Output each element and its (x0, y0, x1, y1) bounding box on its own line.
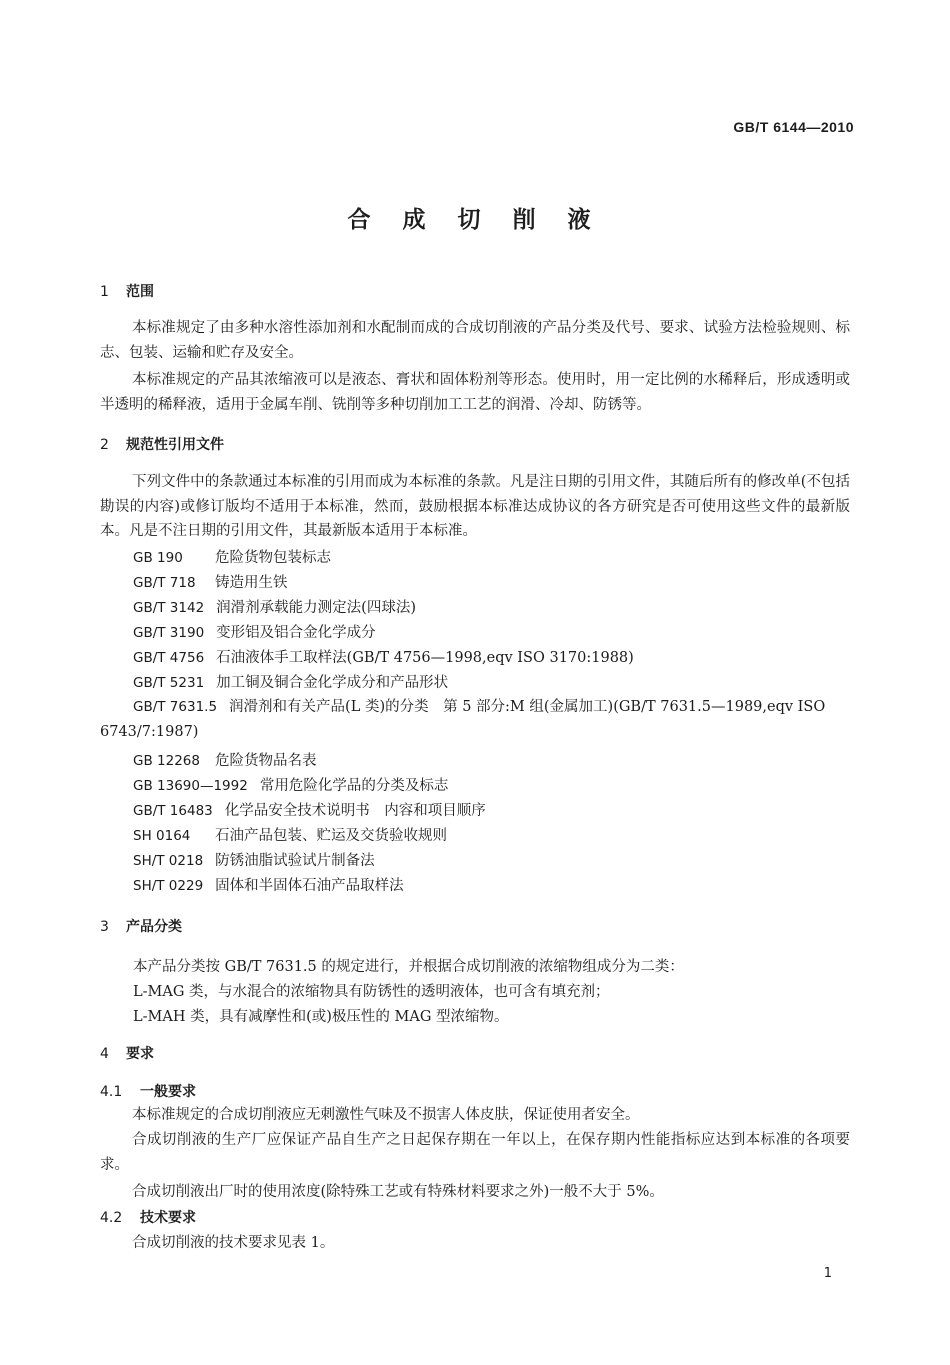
subsection-number: 4.2 (100, 1210, 123, 1226)
document-title: 合 成 切 削 液 (347, 207, 603, 233)
reference-title: 化学品安全技术说明书 内容和项目顺序 (224, 803, 486, 819)
reference-item (133, 546, 331, 567)
reference-code: GB/T 3142 (133, 600, 205, 616)
section-title: 产品分类 (126, 919, 182, 935)
reference-item (133, 874, 404, 895)
subsection-title: 技术要求 (140, 1210, 196, 1226)
section-1-paragraph-2: 本标准规定的产品其浓缩液可以是液态、膏状和固体粉剂等形态。使用时，用一定比例的水稀释后，形成透明或半透明的稀释液，适用于金属车削、铣削等多种切削加工工艺的润滑、冷却、防锈等。 (100, 372, 850, 413)
reference-item (133, 824, 447, 845)
reference-title: 铸造用生铁 (215, 575, 288, 591)
section-1-heading (100, 281, 154, 301)
section-title: 范围 (126, 284, 154, 300)
section-2-heading (100, 434, 224, 454)
reference-title: 加工铜及铜合金化学成分和产品形状 (216, 675, 449, 691)
subsection-4-1-heading (100, 1081, 196, 1101)
section-2-paragraph: 下列文件中的条款通过本标准的引用而成为本标准的条款。凡是注日期的引用文件，其随后所有的修改单(不包括勘误的内容)或修订版均不适用于本标准，然而，鼓励根据本标准达成协议的各方研究是否可使用这些文件的最新版本。凡是不注日期的引用文件，其最新版本适用于本标准。 (100, 474, 850, 539)
section-number: 2 (100, 437, 109, 453)
reference-item (133, 596, 416, 617)
page-number: 1 (823, 1266, 832, 1281)
subsection-4-2-paragraph: 合成切削液的技术要求见表 1。 (132, 1235, 335, 1251)
reference-item (133, 774, 448, 795)
section-3-line-2: L-MAG 类，与水混合的浓缩物具有防锈性的透明液体，也可含有填充剂； (133, 984, 610, 1000)
reference-item (133, 799, 486, 820)
reference-item (133, 571, 288, 592)
reference-item (133, 749, 317, 770)
reference-item (133, 621, 376, 642)
section-4-heading (100, 1043, 154, 1063)
reference-title: 变形铝及铝合金化学成分 (216, 625, 376, 641)
reference-title: 润滑剂和有关产品(L 类)的分类 第 5 部分:M 组(金属加工)(GB/T 7631.5—1989,eqv ISO 6743/7:1987) (100, 699, 826, 740)
reference-title: 石油产品包装、贮运及交货验收规则 (215, 828, 447, 844)
section-title: 要求 (126, 1046, 154, 1062)
reference-title: 常用危险化学品的分类及标志 (259, 778, 449, 794)
section-1-paragraph-1: 本标准规定了由多种水溶性添加剂和水配制而成的合成切削液的产品分类及代号、要求、试验方法检验规则、标志、包装、运输和贮存及安全。 (100, 320, 850, 361)
section-3-heading (100, 916, 182, 936)
subsection-4-1-paragraph-3: 合成切削液出厂时的使用浓度(除特殊工艺或有特殊材料要求之外)一般不大于 5%。 (132, 1184, 664, 1200)
section-number: 4 (100, 1046, 109, 1062)
section-3-line-1: 本产品分类按 GB/T 7631.5 的规定进行，并根据合成切削液的浓缩物组成分为二类： (133, 959, 684, 975)
standard-code: GB/T 6144—2010 (733, 119, 854, 135)
section-title: 规范性引用文件 (126, 437, 224, 453)
reference-code: GB 12268 (133, 753, 200, 769)
subsection-4-2-heading (100, 1207, 196, 1227)
reference-title: 润滑剂承载能力测定法(四球法) (216, 600, 416, 616)
reference-code: GB/T 5231 (133, 675, 205, 691)
subsection-number: 4.1 (100, 1084, 123, 1100)
reference-code: GB 190 (133, 550, 183, 566)
reference-code: GB/T 16483 (133, 803, 213, 819)
reference-code: GB 13690—1992 (133, 778, 248, 794)
reference-title: 固体和半固体石油产品取样法 (215, 878, 404, 894)
reference-title: 石油液体手工取样法(GB/T 4756—1998,eqv ISO 3170:1988) (216, 650, 634, 666)
section-3-line-3: L-MAH 类，具有减摩性和(或)极压性的 MAG 型浓缩物。 (133, 1009, 509, 1025)
section-number: 1 (100, 284, 109, 300)
reference-item (133, 646, 634, 667)
reference-code: SH/T 0229 (133, 878, 204, 894)
subsection-4-1-paragraph-2: 合成切削液的生产厂应保证产品自生产之日起保存期在一年以上，在保存期内性能指标应达到本标准的各项要求。 (100, 1132, 850, 1173)
reference-item (100, 695, 850, 744)
subsection-4-1-paragraph-1: 本标准规定的合成切削液应无刺激性气味及不损害人体皮肤，保证使用者安全。 (132, 1107, 640, 1123)
reference-title: 危险货物包装标志 (215, 550, 331, 566)
reference-title: 危险货物品名表 (215, 753, 317, 769)
reference-code: GB/T 718 (133, 575, 196, 591)
subsection-title: 一般要求 (140, 1084, 196, 1100)
reference-code: SH/T 0218 (133, 853, 204, 869)
reference-item (133, 671, 448, 692)
section-number: 3 (100, 919, 109, 935)
reference-code: GB/T 7631.5 (133, 699, 218, 715)
reference-code: GB/T 4756 (133, 650, 205, 666)
reference-item (133, 849, 375, 870)
reference-code: GB/T 3190 (133, 625, 205, 641)
reference-code: SH 0164 (133, 828, 191, 844)
reference-title: 防锈油脂试验试片制备法 (215, 853, 375, 869)
